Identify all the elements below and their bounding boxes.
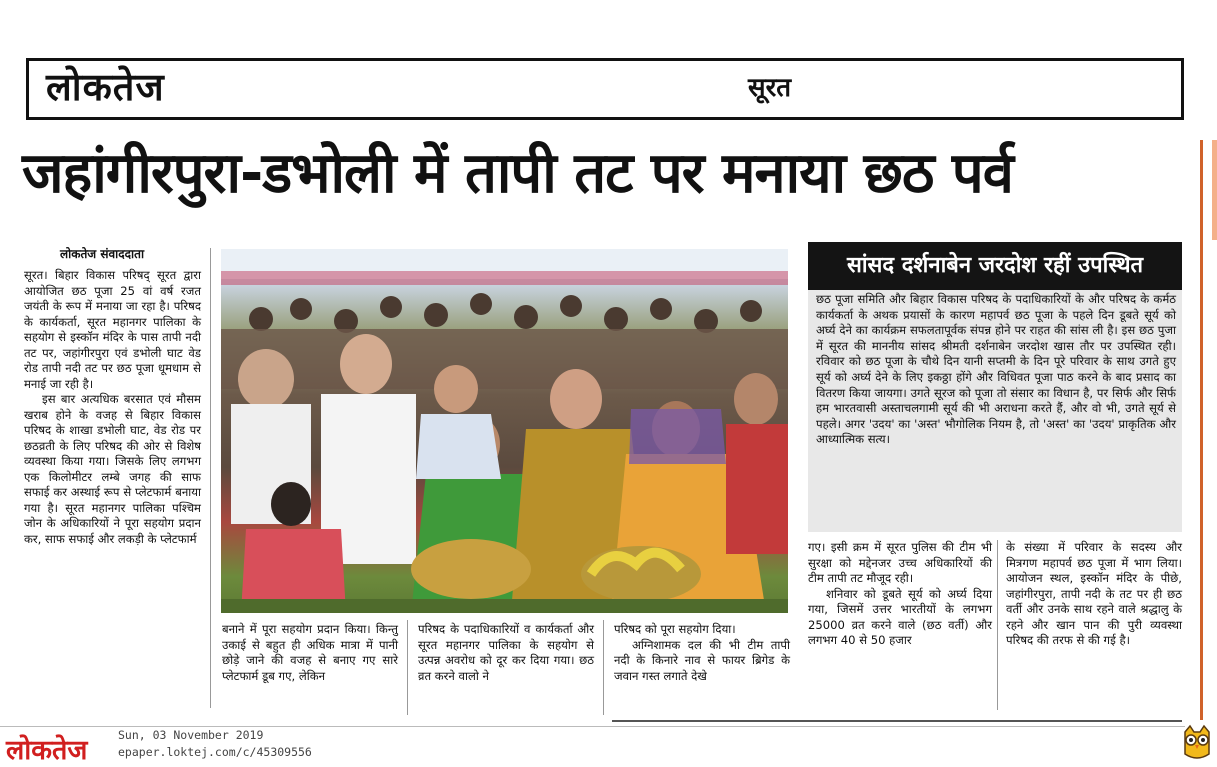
byline: लोकतेज संवाददाता bbox=[60, 247, 145, 261]
footer-logo: लोकतेज bbox=[6, 735, 88, 766]
photo-illustration bbox=[221, 249, 788, 613]
article-paragraph: शनिवार को डूबते सूर्य को अर्घ्य दिया गया, जिसमें उत्तर भारतीयों के लगभग 25000 व्रत करने वाले (छठ वर्ती) और लगभग 40 से 50 हजार bbox=[808, 586, 992, 647]
footer-meta bbox=[118, 727, 312, 761]
masthead-frame bbox=[26, 58, 1184, 120]
sidebar-box-text: छठ पूजा समिति और बिहार विकास परिषद के पदाधिकारियों के और परिषद के कर्मठ कार्यकर्ता के अथक प्रयासों के कारण महापर्व छठ पूजा के पहले दिन डूबते सूर्य को अर्घ्य देने का कार्यक्रम सफलतापूर्वक संपन्न होने पर राहत की सांस ली है। इस छठ पुजा में सूरत की माननीय सांसद श्रीमती दर्शनाबेन जरदोश खास तौर पर उपस्थित रही। रविवार को छठ पूजा के चौथे दिन यानी सप्तमी के दिन पूरे परिवार के साथ उगते हुए सूर्य को अर्घ्य देने के लिए इकठ्ठा होंगे और विधिवत पूजा पाठ करने के बाद प्रसाद का वितरण किया जायगा। उगते सूरज को पूजा तो संसार का विधान है, पर सिर्फ और सिर्फ हम भारतवासी अस्ताचलगामी सूर्य की भी अराधना करते हैं, और वो भी, उगते सूर्य से पहले। अगर 'उदय' का 'अस्त' भौगोलिक नियम है, तो 'अस्त' का 'उदय' प्राकृतिक और आध्यात्मिक सत्य। bbox=[816, 292, 1176, 447]
article-column-5 bbox=[808, 540, 992, 649]
news-photo bbox=[221, 249, 788, 613]
masthead-city: सूरत bbox=[748, 73, 792, 103]
footer-url[interactable]: epaper.loktej.com/c/45309556 bbox=[118, 745, 312, 759]
article-paragraph: परिषद को पूरा सहयोग दिया। bbox=[614, 622, 736, 636]
masthead-logo: लोकतेज bbox=[46, 65, 165, 109]
owl-icon bbox=[1180, 724, 1214, 762]
adjacent-page-edge-fill bbox=[1212, 140, 1217, 240]
column-rule bbox=[997, 540, 998, 710]
section-rule bbox=[612, 720, 1182, 722]
article-paragraph: के संख्या में परिवार के सदस्य और मित्रगण महापर्व छठ पूजा में भाग लिया। आयोजन स्थल, इस्कॉन मंदिर के पीछे, जहांगीरपुरा, तापी नदी के तट पर ही छठ वर्ती और उनके साथ रहने वाले श्रद्धालु के रहने और खान पान की पुरी व्यवस्था परिषद की तरफ से की गई है। bbox=[1006, 540, 1182, 647]
article-column-4 bbox=[614, 622, 790, 684]
article-paragraph: गए। इसी क्रम में सूरत पुलिस की टीम भी सुरक्षा को मद्देनजर उच्च अधिकारियों की टीम तापी तट मौजूद रही। bbox=[808, 540, 992, 585]
footer-date: Sun, 03 November 2019 bbox=[118, 728, 264, 742]
column-rule bbox=[407, 620, 408, 715]
article-paragraph: अग्निशामक दल की भी टीम तापी नदी के किनारे नाव से फायर ब्रिगेड के जवान गस्त लगाते देखे bbox=[614, 637, 790, 683]
article-column-3 bbox=[418, 622, 594, 684]
article-paragraph: परिषद के पदाधिकारियों व कार्यकर्ता और सूरत महानगर पालिका के सहयोग से उत्पन्न अवरोध को दूर कर दिया गया। छठ व्रत करने वालो ने bbox=[418, 622, 594, 683]
article-paragraph: इस बार अत्यधिक बरसात एवं मौसम खराब होने के वजह से बिहार विकास परिषद के शाखा डभोली घाट, वेड रोड पर छठव्रती के लिए परिषद की ओर से विशेष व्यवस्था किया गया। जिसके लिए लगभग एक किलोमीटर लम्बे जगह की साफ सफाई कर अस्थाई रूप से प्लेटफार्म बनाया गया है। सूरत महानगर पालिका पश्चिम जोन के अधिकारियों ने पूरा सहयोग प्रदान कर, साफ सफाई और लकड़ी के प्लेटफार्म bbox=[24, 392, 201, 546]
article-column-2 bbox=[222, 622, 398, 684]
column-rule bbox=[210, 248, 211, 708]
article-column-6 bbox=[1006, 540, 1182, 649]
headline: जहांगीरपुरा-डभोली में तापी तट पर मनाया छठ पर्व bbox=[22, 141, 1013, 206]
article-column-1 bbox=[24, 268, 201, 547]
article-paragraph: सूरत। बिहार विकास परिषद् सूरत द्वारा आयोजित छठ पूजा 25 वां वर्ष रजत जयंती के रूप में मनाया जा रहा है। परिषद के कार्यकर्ता, सूरत महानगर पालिका के सहयोग से इस्कॉन मंदिर के पास तापी नदी तट पर, जहांगीरपुरा एवं डभोली घाट वेड रोड तापी नदी तट पर छठ पूजा धूमधाम से मनाई जा रही है। bbox=[24, 268, 201, 391]
article-paragraph: बनाने में पूरा सहयोग प्रदान किया। किन्तु उकाई से बहुत ही अधिक मात्रा में पानी छोड़े जाने की वजह से बनाए गए सारे प्लेटफार्म डूब गए, लेकिन bbox=[222, 622, 398, 683]
column-rule bbox=[603, 620, 604, 715]
sidebar-box-heading: सांसद दर्शनाबेन जरदोश रहीं उपस्थित bbox=[808, 242, 1182, 290]
